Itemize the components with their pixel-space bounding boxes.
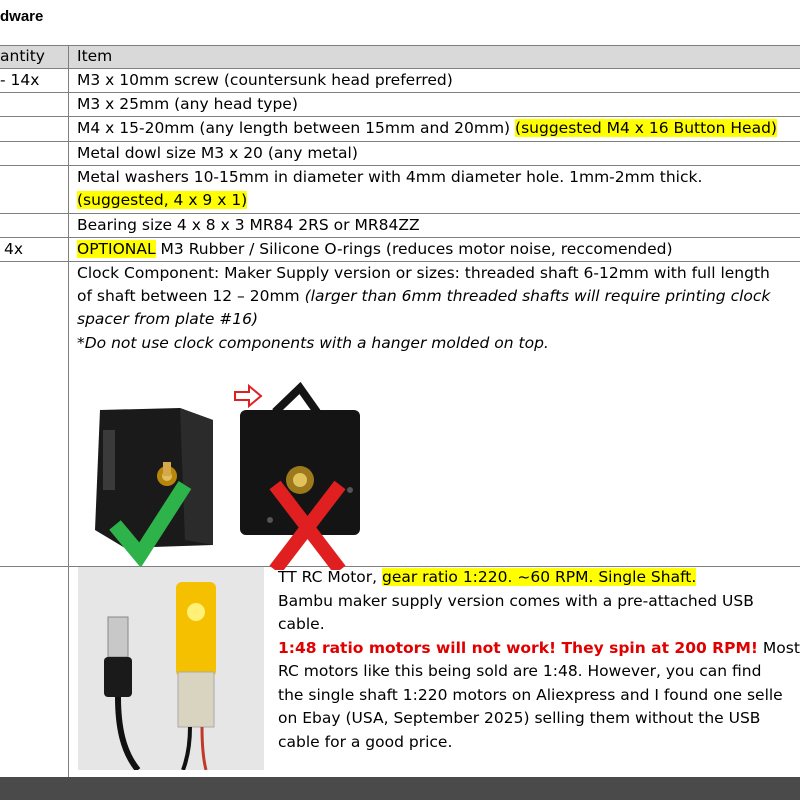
row-item: M3 x 25mm (any head type) [77, 95, 298, 113]
table-header [0, 45, 800, 68]
row-divider [0, 45, 800, 46]
row-item: M4 x 15-20mm (any length between 15mm and 20mm) (suggested M4 x 16 Button Head) [77, 119, 777, 137]
clock-description: Clock Component: Maker Supply version or sizes: threaded shaft 6-12mm with full length [77, 264, 770, 282]
highlight-text: (suggested M4 x 16 Button Head) [515, 119, 777, 137]
header-item: Item [77, 47, 113, 65]
arrow-right-icon [235, 386, 261, 406]
row-item: Bearing size 4 x 8 x 3 MR84 2RS or MR84ZZ [77, 216, 420, 234]
header-quantity: antity [0, 47, 45, 65]
row-item: Metal dowl size M3 x 20 (any metal) [77, 144, 358, 162]
row-quantity: - 14x [0, 71, 40, 89]
highlight-text: gear ratio 1:220. ~60 RPM. Single Shaft. [381, 568, 697, 586]
motor-description: TT RC Motor, gear ratio 1:220. ~60 RPM. Single Shaft. Bambu maker supply version comes with a pre-attached USB cable. 1:48 ratio motors will not work! They spin at 200 RPM! Most RC motors like this being sold are 1:48. However, you can find the single shaft 1:220 motors on Aliexpress and I found one selle on Ebay (USA, September 2025) selling them without the USB cable for a good price. [278, 568, 800, 751]
highlight-text: OPTIONAL [77, 240, 156, 258]
page-bottom-bar [0, 777, 800, 800]
row-item: Metal washers 10-15mm in diameter with 4mm diameter hole. 1mm-2mm thick. [77, 168, 703, 186]
motor-warning: 1:48 ratio motors will not work! They spin at 200 RPM! [278, 638, 758, 657]
clock-warning-note: *Do not use clock components with a hanger molded on top. [77, 334, 549, 352]
row-item: OPTIONAL M3 Rubber / Silicone O-rings (reduces motor noise, reccomended) [77, 240, 673, 258]
section-heading: dware [0, 8, 44, 25]
tt-motor-photo [78, 567, 264, 770]
clock-description: of shaft between 12 – 20mm (larger than 6mm threaded shafts will require printing clock [77, 287, 771, 305]
row-quantity: 4x [4, 240, 24, 258]
clock-description: spacer from plate #16) [77, 310, 259, 328]
row-item-highlight [77, 189, 247, 212]
highlight-text: (suggested, 4 x 9 x 1) [77, 191, 248, 209]
clock-components-photo [85, 380, 385, 570]
column-divider [68, 45, 69, 777]
row-item: M3 x 10mm screw (countersunk head preferred) [77, 71, 453, 89]
